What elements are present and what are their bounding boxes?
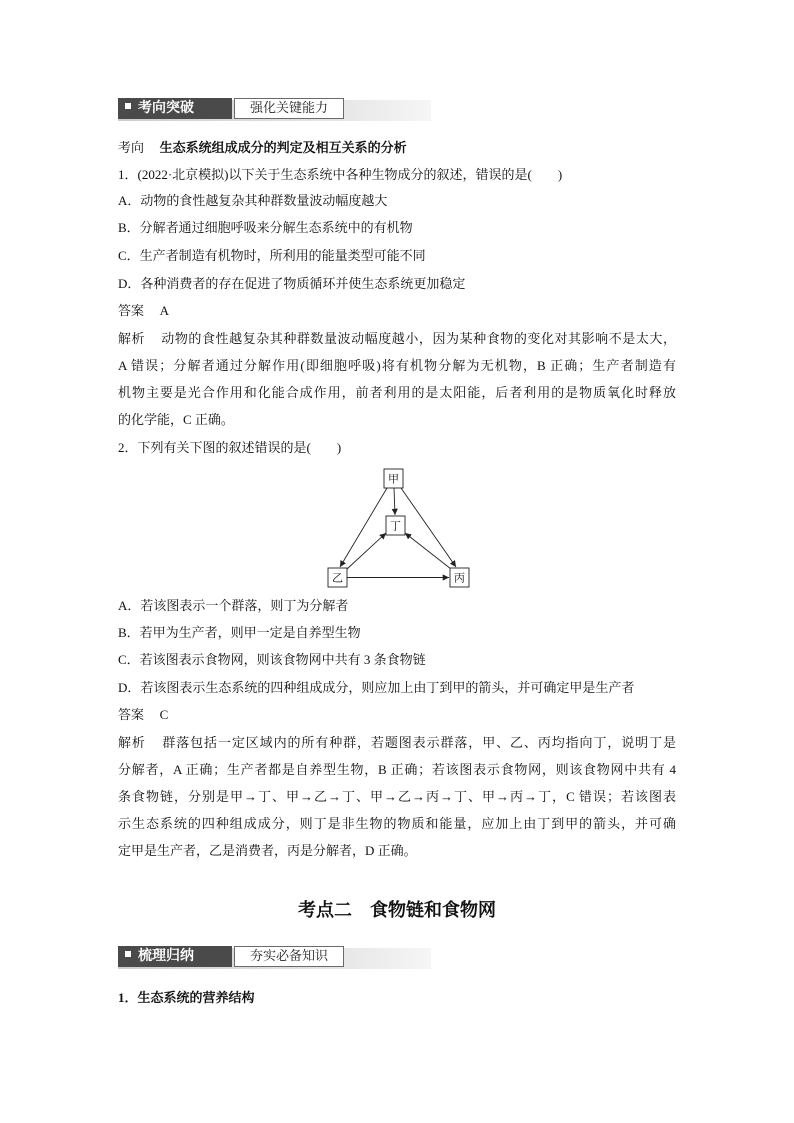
arrow-left-to-center	[347, 533, 386, 569]
question-1-analysis-line: 机物主要是光合作用和化能合成作用，前者利用的是太阳能，后者利用的是物质氧化时释放	[118, 385, 676, 400]
analysis-text: 群落包括一定区域内的所有种群，若题图表示群落，甲、乙、丙均指向丁，说明丁是	[161, 735, 676, 750]
header-subtitle: 夯实必备知识	[234, 946, 344, 967]
analysis-label: 解析	[118, 735, 146, 750]
question-1-option-d: D．各种消费者的存在促进了物质循环并使生态系统更加稳定	[118, 276, 466, 291]
question-2-analysis-line: 条食物链，分别是甲→丁、甲→乙→丁、甲→乙→丙→丁、甲→丙→丁，C 错误；若该图表	[118, 789, 676, 804]
header-tag-label: 梳理归纳	[138, 948, 194, 964]
question-2-analysis-line: 分解者，A 正确；生产者都是自养型生物，B 正确；若该图表示食物网，则该食物网中共有 4	[118, 762, 676, 777]
topic-title: 生态系统组成成分的判定及相互关系的分析	[159, 140, 407, 155]
arrow-right-to-center	[405, 533, 451, 569]
question-2-analysis-line: 示生态系统的四种组成成分，则丁是非生物的物质和能量，应加上由丁到甲的箭头，并可确	[118, 816, 676, 831]
header-tag	[118, 946, 232, 967]
question-1-answer	[118, 302, 676, 320]
answer-label: 答案	[118, 707, 145, 722]
section-header-banner	[118, 945, 431, 969]
node-right-label: 丙	[454, 572, 465, 585]
answer-label: 答案	[118, 303, 145, 318]
question-1-stem: 1．(2022·北京模拟)以下关于生态系统中各种生物成分的叙述，错误的是( )	[118, 167, 563, 182]
question-1-option-b: B．分解者通过细胞呼吸来分解生态系统中的有机物	[118, 220, 413, 235]
item-heading: 1．生态系统的营养结构	[118, 990, 255, 1005]
question-2-analysis-line	[118, 734, 676, 752]
arrow-top-to-center	[394, 488, 395, 515]
answer-value: A	[159, 303, 169, 318]
header-subtitle: 强化关键能力	[234, 98, 344, 119]
relationship-diagram	[320, 460, 480, 600]
question-1-analysis-line: 的化学能，C 正确。	[118, 412, 234, 427]
topic-label: 考向	[118, 140, 145, 155]
answer-value: C	[159, 707, 169, 722]
section-header-banner	[118, 97, 431, 121]
square-bullet-icon	[125, 103, 131, 109]
question-2-option-b: B．若甲为生产者，则甲一定是自养型生物	[118, 625, 361, 640]
node-left-label: 乙	[332, 572, 343, 585]
question-1-analysis-line	[118, 330, 676, 348]
question-2-option-a: A．若该图表示一个群落，则丁为分解者	[118, 598, 349, 613]
header-tag	[118, 98, 232, 119]
question-2-option-c: C．若该图表示食物网，则该食物网中共有 3 条食物链	[118, 652, 426, 667]
node-center-label: 丁	[390, 520, 401, 533]
analysis-label: 解析	[118, 331, 146, 346]
section-title: 考点二 食物链和食物网	[298, 900, 496, 920]
analysis-text: 动物的食性越复杂其种群数量波动幅度越小，因为某种食物的变化对其影响不是太大，	[160, 331, 676, 346]
question-2-stem: 2．下列有关下图的叙述错误的是( )	[118, 440, 342, 455]
question-2-answer	[118, 706, 676, 724]
question-1-option-c: C．生产者制造有机物时，所利用的能量类型可能不同	[118, 248, 426, 263]
arrow-top-to-right	[401, 488, 456, 567]
question-1-analysis-line: A 错误；分解者通过分解作用(即细胞呼吸)将有机物分解为无机物，B 正确；生产者制造有	[118, 358, 676, 373]
header-tag-label: 考向突破	[138, 100, 194, 116]
node-top-label: 甲	[388, 473, 399, 486]
topic-line	[118, 139, 676, 157]
question-2-analysis-line: 定甲是生产者，乙是消费者，丙是分解者，D 正确。	[118, 843, 417, 858]
square-bullet-icon	[125, 951, 131, 957]
arrow-top-to-left	[340, 488, 387, 567]
question-1-option-a: A．动物的食性越复杂其种群数量波动幅度越大	[118, 193, 388, 208]
question-2-option-d: D．若该图表示生态系统的四种组成成分，则应加上由丁到甲的箭头，并可确定甲是生产者	[118, 680, 635, 695]
